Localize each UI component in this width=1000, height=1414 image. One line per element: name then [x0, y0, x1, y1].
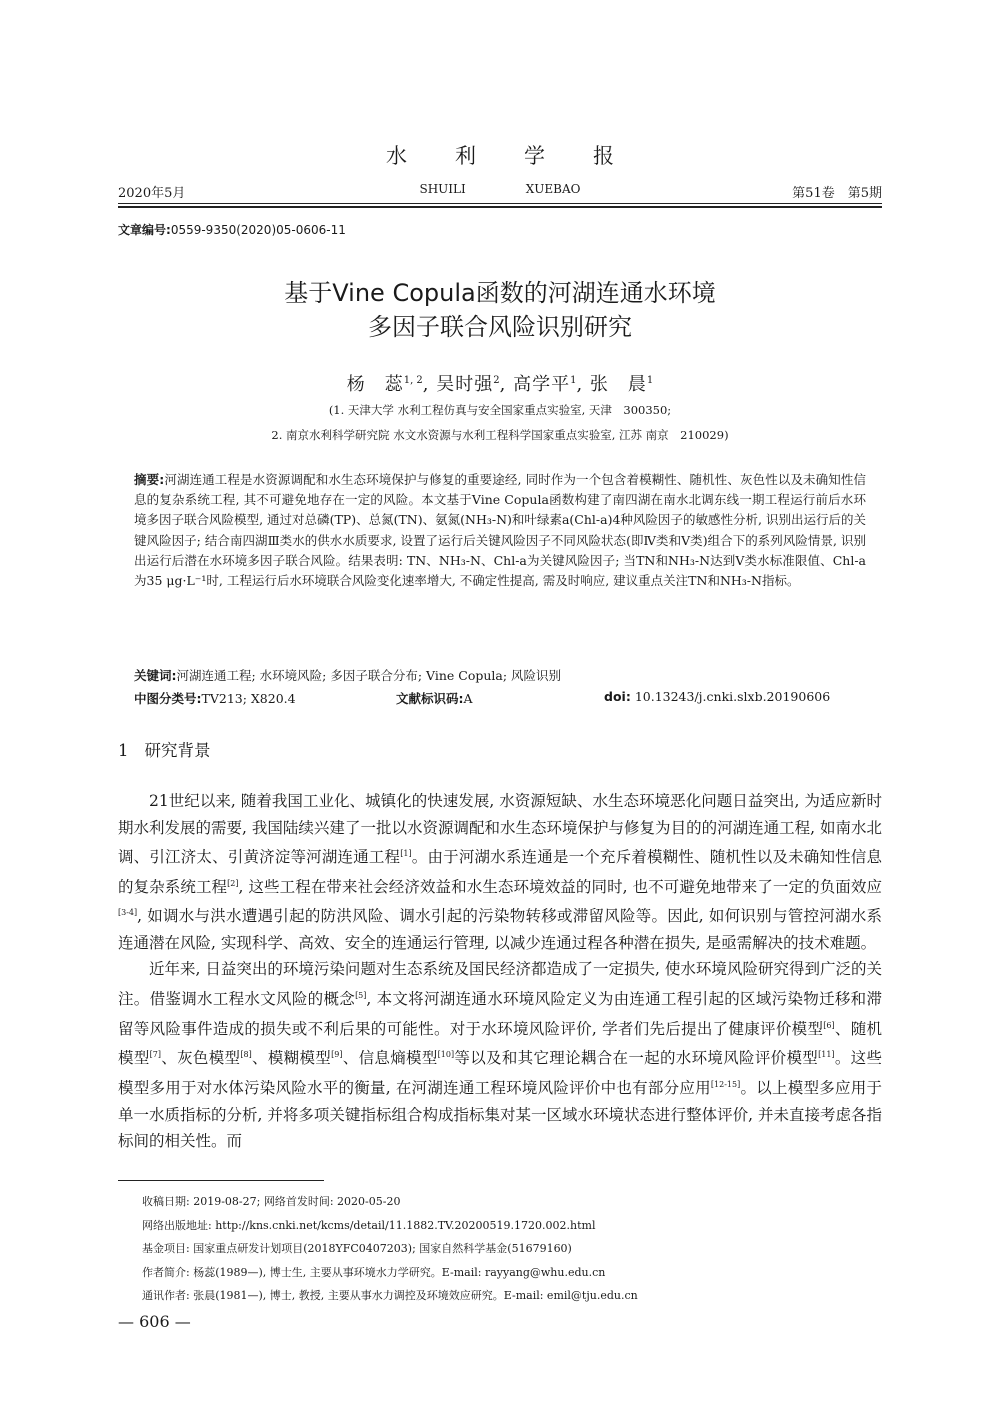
- author-affil-mark: 1: [646, 375, 654, 386]
- article-number-label: 文章编号:: [118, 223, 171, 237]
- body-text: [118, 788, 882, 1155]
- journal-en-word: XUEBAO: [525, 182, 581, 196]
- citation: [5]: [355, 990, 367, 1000]
- citation: [8]: [240, 1050, 252, 1060]
- paragraph-2: [118, 956, 882, 1154]
- citation: [11]: [818, 1050, 835, 1060]
- header-rule-bottom: [118, 206, 882, 208]
- abstract-text: 河湖连通工程是水资源调配和水生态环境保护与修复的重要途经, 同时作为一个包含着模糊性、随机性、灰色性以及未确知性信息的复杂系统工程, 其不可避免地存在一定的风险。本文基于Vine Copula函数构建了南四湖在南水北调东线一期工程运行前后水环境多因子联合风险模型, 通过对总磷(TP)、总氮(TN)、氨氮(NH₃-N)和叶绿素a(Chl-a)4种风险因子的敏感性分析, 识别出运行后的关键风险因子; 结合南四湖Ⅲ类水的供水水质要求, 设置了运行后关键风险因子不同风险状态(即Ⅳ类和Ⅴ类)组合下的系列风险情景, 识别出运行后潜在水环境多因子联合风险。结果表明: TN、NH₃-N、Chl-a为关键风险因子; 当TN和NH₃-N达到Ⅴ类水标准限值、Chl-a为35 μg·L⁻¹时, 工程运行后水环境联合风险变化速率增大, 不确定性提高, 需及时响应, 建议重点关注TN和NH₃-N指标。: [134, 472, 867, 589]
- journal-char: 报: [593, 144, 614, 168]
- author-separator: ,: [422, 374, 437, 395]
- issue-date: 2020年5月: [118, 186, 186, 201]
- footnotes: [142, 1190, 882, 1308]
- section-number: 1: [118, 741, 129, 760]
- text-run: 。由于河湖水系连通是一个充斥着模糊性、随机性以及未确知性信息的复杂系统工程: [118, 848, 882, 896]
- document-code: [396, 689, 473, 707]
- text-run: 21世纪以来, 随着我国工业化、城镇化的快速发展, 水资源短缺、水生态环境恶化问题日益突出, 为适应新时期水利发展的需要, 我国陆续兴建了一批以水资源调配和水生态环境保护与修复为目的的河湖连通工程, 如南水北调、引江济太、引黄济淀等河湖连通工程: [118, 792, 882, 867]
- clc-value: TV213; X820.4: [201, 691, 296, 706]
- journal-title: [0, 140, 1000, 170]
- author-affil-mark: 1, 2: [403, 375, 423, 386]
- header-rule-top: [118, 203, 882, 204]
- journal-char: 学: [524, 144, 545, 168]
- author-affil-mark: 2: [493, 375, 500, 386]
- author-name: 杨 蕊: [346, 374, 404, 395]
- abstract-label: 摘要:: [134, 472, 165, 487]
- footnote-corresponding-author: 通讯作者: 张晨(1981—), 博士, 教授, 主要从事水力调控及环境效应研究。E-mail: emil@tju.edu.cn: [142, 1289, 638, 1302]
- citation: [2]: [227, 878, 239, 888]
- paper-title-line-1: 基于Vine Copula函数的河湖连通水环境: [284, 279, 716, 307]
- author-list: [0, 370, 1000, 396]
- page-number: — 606 —: [118, 1312, 191, 1331]
- author-name: 高学平: [513, 374, 571, 395]
- author-separator: ,: [576, 374, 590, 395]
- doi-value: 10.13243/j.cnki.slxb.20190606: [634, 689, 831, 704]
- keywords-text: 河湖连通工程; 水环境风险; 多因子联合分布; Vine Copula; 风险识别: [176, 668, 562, 683]
- volume-issue: 第51卷 第5期: [792, 186, 882, 201]
- text-run: 。这些模型多用于对水体污染风险水平的衡量, 在河湖连通工程环境风险评价中也有部分应用: [118, 1049, 882, 1098]
- citation: [10]: [437, 1050, 455, 1060]
- text-run: 。以上模型多应用于单一水质指标的分析, 并将多项关键指标组合构成指标集对某一区域水环境状态进行整体评价, 并未直接考虑各指标间的相关性。而: [118, 1079, 882, 1151]
- author-separator: ,: [499, 374, 514, 395]
- text-run: 、信息熵模型: [342, 1049, 438, 1068]
- text-run: , 如调水与洪水遭遇引起的防洪风险、调水引起的污染物转移或滞留风险等。因此, 如何识别与管控河湖水系连通潜在风险, 实现科学、高效、安全的连通运行管理, 以减少连通过程各种潜在损失, 是亟需解决的技术难题。: [118, 907, 882, 952]
- citation: [12-15]: [710, 1079, 741, 1089]
- doi: [604, 689, 830, 704]
- text-run: 等以及和其它理论耦合在一起的水环境风险评价模型: [454, 1049, 819, 1068]
- keywords: [134, 666, 866, 686]
- journal-char: 水: [386, 144, 407, 168]
- affiliation-2: 2. 南京水利科学研究院 水文水资源与水利工程科学国家重点实验室, 江苏 南京 210029): [271, 428, 729, 442]
- footnote-funding: 基金项目: 国家重点研发计划项目(2018YFC0407203); 国家自然科学基金(51679160): [142, 1242, 572, 1255]
- author-name: 张 晨: [589, 374, 647, 395]
- author-name: 吴时强: [436, 374, 494, 395]
- text-run: 近年来, 日益突出的环境污染问题对生态系统及国民经济都造成了一定损失, 使水环境风险研究得到广泛的关注。借鉴调水工程水文风险的概念: [118, 960, 882, 1009]
- paper-title-line-2: 多因子联合风险识别研究: [368, 313, 632, 341]
- footnote-online-url[interactable]: 网络出版地址: http://kns.cnki.net/kcms/detail/11.1882.TV.20200519.1720.002.html: [142, 1218, 596, 1232]
- keywords-label: 关键词:: [134, 668, 177, 683]
- text-run: , 本文将河湖连通水环境风险定义为由连通工程引起的区域污染物迁移和滞留等风险事件造成的损失或不利后果的可能性。对于水环境风险评价, 学者们先后提出了健康评价模型: [118, 990, 882, 1038]
- citation: [6]: [823, 1020, 835, 1030]
- citation: [7]: [149, 1050, 161, 1060]
- footnote-received: 收稿日期: 2019-08-27; 网络首发时间: 2020-05-20: [142, 1195, 401, 1208]
- running-header: [118, 182, 882, 204]
- section-title: 研究背景: [144, 741, 211, 760]
- doc-code-value: A: [463, 691, 473, 706]
- doi-label: doi:: [604, 689, 631, 704]
- text-run: 、模糊模型: [251, 1049, 332, 1068]
- text-run: 、灰色模型: [160, 1049, 241, 1068]
- article-number-value: 0559-9350(2020)05-0606-11: [170, 223, 346, 237]
- footnote-author-bio: 作者简介: 杨蕊(1989—), 博士生, 主要从事环境水力学研究。E-mail: rayyang@whu.edu.cn: [142, 1265, 606, 1279]
- citation: [9]: [331, 1050, 343, 1060]
- article-number: [118, 221, 346, 238]
- clc-label: 中图分类号:: [134, 691, 202, 706]
- footnote-rule: [118, 1180, 324, 1181]
- text-run: , 这些工程在带来社会经济效益和水生态环境效益的同时, 也不可避免地带来了一定的负面效应: [238, 877, 882, 896]
- doc-code-label: 文献标识码:: [396, 691, 464, 706]
- author-affil-mark: 1: [570, 375, 577, 386]
- classification-line: [134, 689, 866, 709]
- citation: [1]: [400, 849, 412, 858]
- affiliation-1: (1. 天津大学 水利工程仿真与安全国家重点实验室, 天津 300350;: [328, 403, 672, 417]
- journal-char: 利: [455, 144, 476, 168]
- text-run: 、随机模型: [118, 1019, 882, 1068]
- journal-title-en: [118, 182, 882, 196]
- abstract: [134, 470, 866, 591]
- journal-en-word: SHUILI: [419, 182, 466, 196]
- paragraph-1: [118, 788, 882, 956]
- citation: [3-4]: [118, 908, 138, 918]
- section-heading: [118, 737, 211, 761]
